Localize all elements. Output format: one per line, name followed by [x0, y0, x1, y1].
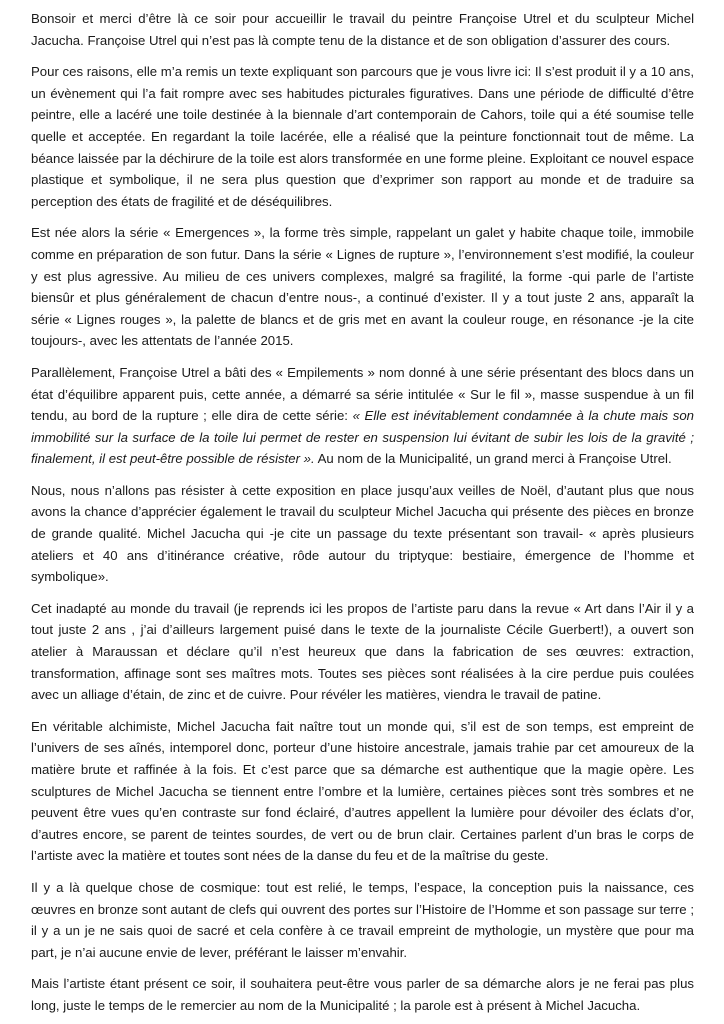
paragraph-text-after-quote: Au nom de la Municipalité, un grand merci à Françoise Utrel. — [314, 451, 672, 467]
artist-quote: « Elle est inévitablement condamnée à la chute mais son immobilité sur la surface de la toile lui permet de rester en suspension lui évitant de subir les lois de la gravité ; finalement, il est peut-être possible de résister ». — [31, 408, 694, 467]
paragraph-jacucha-workshop: Cet inadapté au monde du travail (je reprends ici les propos de l’artiste paru dans la revue « Art dans l’Air il y a tout juste 2 ans , j’ai d’ailleurs largement puisé dans le texte de la journaliste Cécile Guerbert!), a ouvert son atelier à Maraussan et déclare qu’il n’est heureux que dans la fabrication de ses œuvres: extraction, transformation, affinage sont ses maîtres mots. Toutes ses pièces sont réalisées à la cire perdue puis coulées avec un alliage d’étain, de zinc et de cuivre. Pour révéler les matières, viendra le travail de patine. — [31, 600, 694, 703]
paragraph-welcome: Bonsoir et merci d’être là ce soir pour accueillir le travail du peintre Françoise Utrel et du sculpteur Michel Jacucha. Françoise Utrel qui n’est pas là compte tenu de la distance et de son obligation d’assurer des cours. — [31, 11, 694, 48]
paragraph-jacucha-intro: Nous, nous n’allons pas résister à cette exposition en place jusqu’aux veilles de Noël, d’autant plus que nous avons la chance d’apprécier également le travail du sculpteur Michel Jacucha qui présente des pièces en bronze de grande qualité. Michel Jacucha qui -je cite un passage du texte présentant son travail- « après plusieurs ateliers et 40 ans d’itinérance créative, rôde autour du triptyque: bestiaire, émergence de l’homme et symbolique». — [31, 482, 694, 585]
paragraph-cosmic: Il y a là quelque chose de cosmique: tout est relié, le temps, l’espace, la conception puis la naissance, ces œuvres en bronze sont autant de clefs qui ouvrent des portes sur l’Histoire de l’Homme et son passage sur terre ; il y a un je ne sais quoi de sacré et cela confère à ce travail empreint de mythologie, un mystère que pour ma part, je n’ai aucune envie de lever, préférant le laisser m’envahir. — [31, 879, 694, 960]
paragraph-text-before-quote: Parallèlement, Françoise Utrel a bâti des « Empilements » nom donné à une série présentant des blocs dans un état d’équilibre apparent puis, cette année, a démarré sa série intitulée « Sur le fil », masse suspendue à un fil tendu, au bord de la rupture ; elle dira de cette série: — [31, 364, 694, 424]
paragraph-utrel-background: Pour ces raisons, elle m’a remis un texte expliquant son parcours que je vous livre ici: Il s’est produit il y a 10 ans, un évènement qui l’a fait rompre avec ses habitudes picturales figuratives. Dans une période de difficulté d’être peintre, elle a lacéré une toile destinée à la biennale d’art contemporain de Cahors, toile qui a été soumise telle quelle et acceptée. En regardant la toile lacérée, elle a réalisé que la peinture fonctionnait tout de même. La béance laissée par la déchirure de la toile est alors transformée en une forme pleine. Exploitant ce nouvel espace plastique et symbolique, il ne sera plus question que d’exprimer son rapport au monde et de traduire sa perception des états de fragilité et de déséquilibres. — [31, 64, 694, 209]
paragraph-jacucha-alchemist: En véritable alchimiste, Michel Jacucha fait naître tout un monde qui, s’il est de son temps, est empreint de l’univers de ses aînés, intemporel donc, porteur d’une histoire ancestrale, jamais trahie par cet amoureux de la matière brute et raffinée à la fois. Et c’est parce que sa démarche est authentique que la magie opère. Les sculptures de Michel Jacucha se tiennent entre l’ombre et la lumière, certaines pièces sont très sombres et ne peuvent être vues qu’en contraste sur fond éclairé, d’autres appellent la lumière pour dévoiler des éclats d’or, d’autres encore, se parent de teintes sourdes, de vert ou de brun clair. Certaines parlent d’un bras le corps de l’artiste avec la matière et toutes sont nées de la danse du feu et de la maîtrise du geste. — [31, 718, 694, 864]
paragraph-closing: Mais l’artiste étant présent ce soir, il souhaitera peut-être vous parler de sa démarche alors je ne ferai pas plus long, juste le temps de le remercier au nom de la Municipalité ; la parole est à présent à Michel Jacucha. — [31, 976, 694, 1013]
paragraph-utrel-series: Est née alors la série « Emergences », la forme très simple, rappelant un galet y habite chaque toile, immobile comme en préparation de son futur. Dans la série « Lignes de rupture », l’environnement s’est modifié, la couleur y est plus agressive. Au milieu de ces univers complexes, malgré sa fragilité, la forme -qui parle de l’artiste biensûr et plus généralement de chacun d’entre nous-, a continué d’exister. Il y a tout juste 2 ans, apparaît la série « Lignes rouges », la palette de blancs et de gris met en avant la couleur rouge, en résonance -je la cite toujours-, avec les attentats de l’année 2015. — [31, 225, 694, 349]
paragraph-utrel-empilements — [31, 362, 694, 470]
